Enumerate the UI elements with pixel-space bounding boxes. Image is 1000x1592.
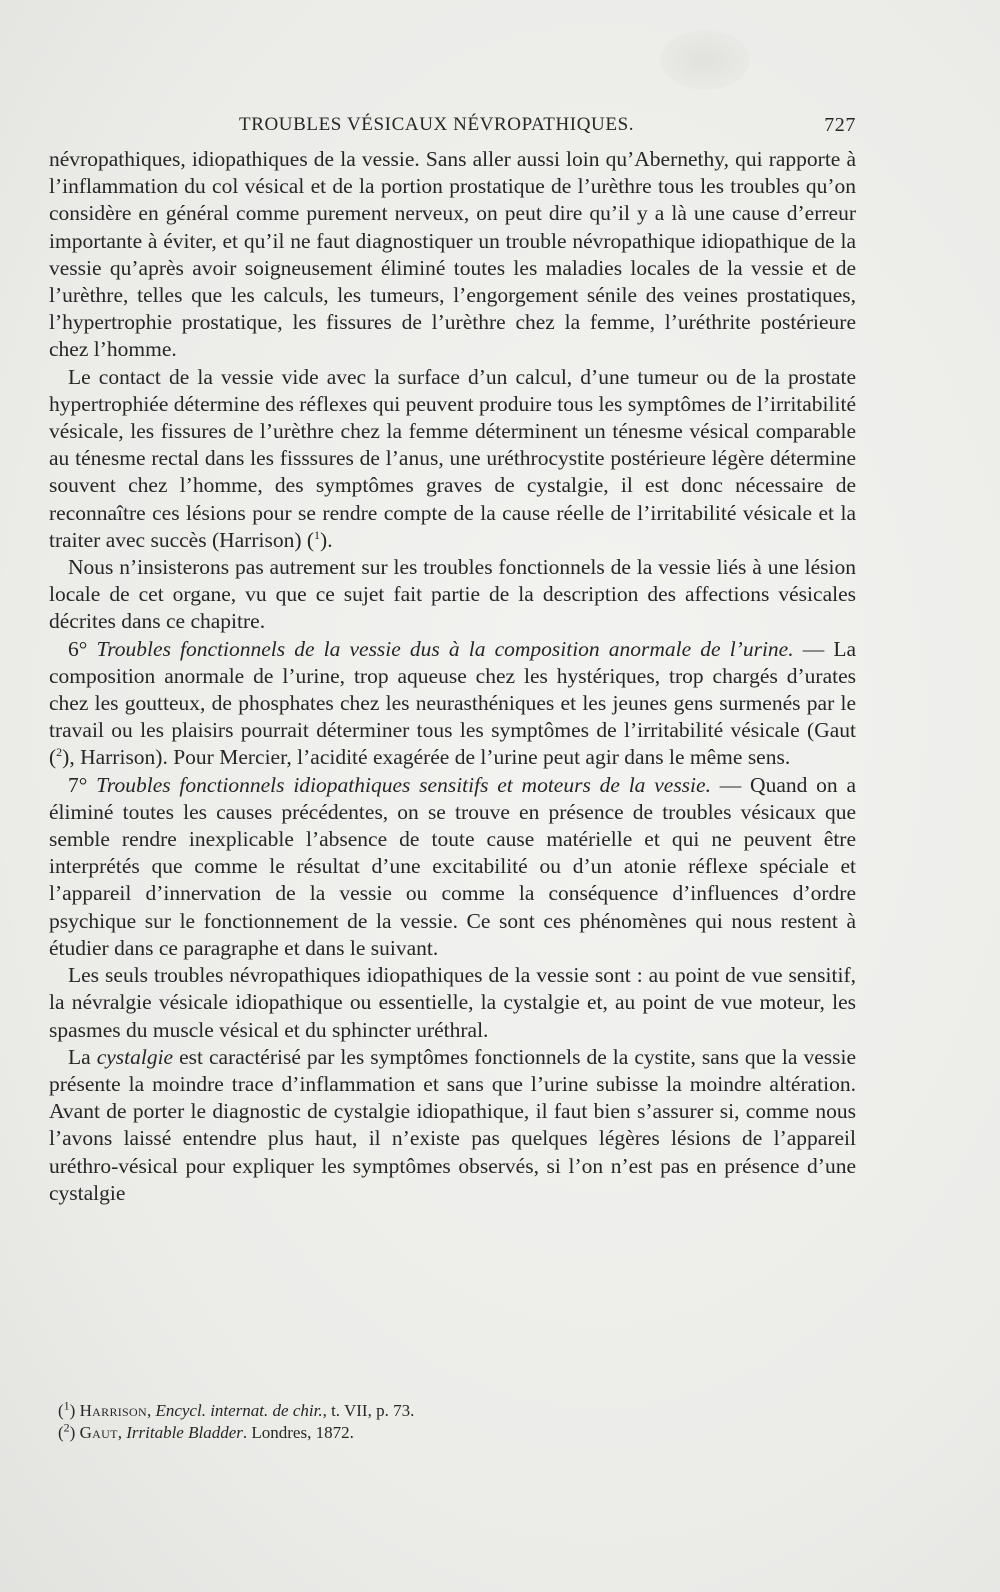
page-number: 727 <box>824 114 856 136</box>
section-6-text-1: — La composition anormale de l’urine, trop aqueuse chez les hystériques, trop chargés d’urates chez les goutteux, de phosphates chez les neurasthéniques et les jeunes gens surmenés par le travail ou les plaisirs pourrait déterminer tous les symptômes de l’irritabilité vésicale (Gaut ( <box>49 636 856 770</box>
paragraph-2-end: ). <box>320 527 333 552</box>
running-title: TROUBLES VÉSICAUX NÉVROPATHIQUES. <box>239 114 635 135</box>
paragraph-2-text: Le contact de la vessie vide avec la surface d’un calcul, d’une tumeur ou de la prostate hypertrophiée détermine des réflexes qui peuvent produire tous les symptômes de l’irritabilité vésicale, les fissures de l’urèthre chez la femme déterminent un ténesme vésical comparable au ténesme rectal dans les fisssures de l’anus, une uréthrocystite postérieure légère détermine souvent chez l’homme, des symptômes graves de cystalgie, il est donc nécessaire de reconnaître ces lésions pour se rendre compte de la cause réelle de l’irritabilité vésicale et la traiter avec succès (Harrison) ( <box>49 364 856 552</box>
paragraph-7-text: est caractérisé par les symptômes fonctionnels de la cystite, sans que la vessie présente la moindre trace d’inflammation et sans que l’urine subisse la moindre altération. Avant de porter le diagnostic de cystalgie idiopathique, il faut bien s’assurer si, comme nous l’avons laissé entendre plus haut, il n’existe pas quelques légères lésions de l’appareil uréthro-vésical pour expliquer les symptômes observés, si l’on n’est pas en présence d’une cystalgie <box>49 1044 856 1205</box>
paragraph-3: Nous n’insisterons pas autrement sur les troubles fonctionnels de la vessie liés à une lésion locale de cet organe, vu que ce sujet fait partie de la description des affections vésicales décrites dans ce chapitre. <box>49 555 856 634</box>
footnote-2-mark: 2 <box>63 1420 70 1435</box>
paragraph-1: névropathiques, idiopathiques de la vessie. Sans aller aussi loin qu’Abernethy, qui rapporte à l’inflammation du col vésical et de la portion prostatique de l’urèthre tous les troubles qu’on considère en général comme purement nerveux, on peut dire qu’il y a là une cause d’erreur importante à éviter, et qu’il ne faut diagnostiquer un trouble névropathique idiopathique de la vessie qu’après avoir soigneusement éliminé toutes les maladies locales de la vessie et de l’urèthre, telles que les calculs, les tumeurs, l’engorgement sénile des veines prostatiques, l’hypertrophie prostatique, les fissures de l’urèthre chez la femme, l’uréthrite postérieure chez l’homme. <box>49 147 856 362</box>
paragraph-6: Les seuls troubles névropathiques idiopathiques de la vessie sont : au point de vue sensitif, la névralgie vésicale idiopathique ou essentielle, la cystalgie et, au point de vue moteur, les spasmes du muscle vésical et du sphincter uréthral. <box>49 963 856 1042</box>
section-6-number: 6° <box>68 636 88 661</box>
body-text <box>49 146 856 1207</box>
section-7 <box>49 772 856 962</box>
section-7-text: — Quand on a éliminé toutes les causes précédentes, on se trouve en présence de troubles vésicaux que semble rendre inexplicable l’absence de toute cause matérielle et qui ne peuvent être interprétés que comme le résultat d’une excitabilité ou d’un atonie réflexe spéciale et l’appareil d’innervation de la vessie ou comme la conséquence d’influences d’ordre psychique sur le fonctionnement de la vessie. Ce sont ces phénomènes qui nous restent à étudier dans ce paragraphe et dans le suivant. <box>49 772 856 960</box>
page-header <box>49 114 856 140</box>
section-6-text-2: ), Harrison). Pour Mercier, l’acidité exagérée de l’urine peut agir dans le même sens. <box>62 745 791 770</box>
footnote-1-mark: 1 <box>63 1398 70 1413</box>
term-cystalgie: cystalgie <box>96 1044 174 1069</box>
section-7-heading: Troubles fonctionnels idiopathiques sensitifs et moteurs de la vessie. <box>96 772 711 797</box>
section-7-number: 7° <box>68 772 88 797</box>
section-6 <box>49 636 856 772</box>
paragraph-2 <box>49 364 856 554</box>
footnotes <box>58 1400 838 1444</box>
footnote-ref-2[interactable]: 2 <box>56 745 63 760</box>
paper-smudge <box>660 30 750 90</box>
footnote-2-rest: . Londres, 1872. <box>242 1423 354 1442</box>
section-6-heading: Troubles fonctionnels de la vessie dus à la composition anormale de l’urine. <box>96 636 794 661</box>
paragraph-7-start: La <box>68 1044 97 1069</box>
footnote-1-author: Harrison <box>79 1401 147 1420</box>
footnote-1-title: Encycl. internat. de chir. <box>155 1401 323 1420</box>
footnote-1-rest: , t. VII, p. 73. <box>322 1401 415 1420</box>
footnote-2-author: Gaut <box>79 1423 118 1442</box>
footnote-ref-1[interactable]: 1 <box>314 527 321 542</box>
paragraph-7 <box>49 1044 856 1207</box>
footnote-2: ($^2$) Gaut, Irritable Bladder. Londres, 1872. <box>58 1420 354 1442</box>
footnote-2-title: Irritable Bladder <box>126 1423 243 1442</box>
footnote-1: ($^1$) Harrison, Encycl. internat. de chir., t. VII, p. 73. <box>58 1398 415 1420</box>
